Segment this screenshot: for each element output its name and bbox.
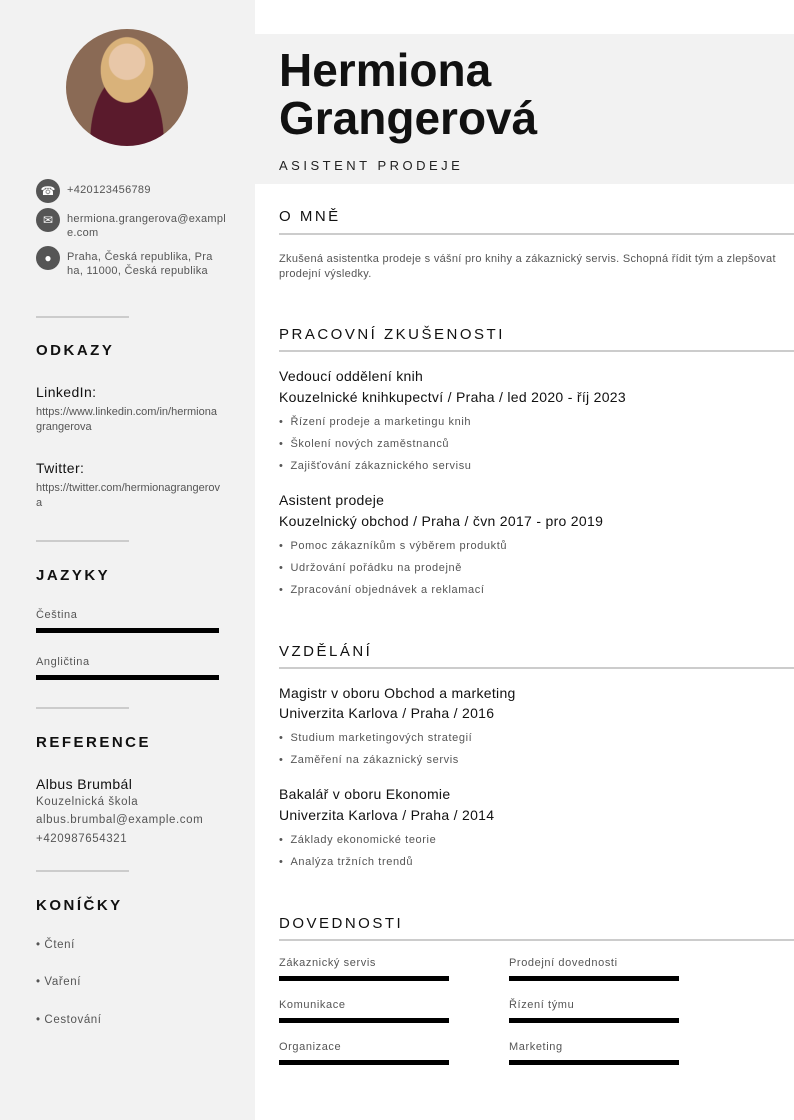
contact-address bbox=[36, 246, 226, 278]
divider bbox=[36, 870, 129, 872]
skill-level-bar bbox=[509, 1060, 679, 1065]
language-name: Čeština bbox=[36, 609, 78, 621]
contact-phone bbox=[36, 179, 226, 203]
skills-heading: DOVEDNOSTI bbox=[279, 915, 404, 932]
job-bullet: • Školení nových zaměstnanců bbox=[279, 438, 449, 450]
avatar bbox=[66, 29, 188, 146]
link-linkedin[interactable]: https://www.linkedin.com/in/hermionagrangerova bbox=[36, 406, 217, 433]
hobby-item: • Cestování bbox=[36, 1014, 102, 1026]
skill-level-bar bbox=[279, 1060, 449, 1065]
link-label-twitter: Twitter: bbox=[36, 460, 85, 476]
phone-icon: ☎ bbox=[36, 179, 60, 203]
reference-heading: REFERENCE bbox=[36, 734, 152, 751]
link-label-linkedin: LinkedIn: bbox=[36, 384, 97, 400]
skill-level-bar bbox=[279, 976, 449, 981]
divider bbox=[36, 316, 129, 318]
job-meta: Kouzelnické knihkupectví / Praha / led 2020 - říj 2023 bbox=[279, 389, 626, 405]
job-bullet: • Zajišťování zákaznického servisu bbox=[279, 460, 472, 472]
email-text[interactable]: hermiona.grangerova@example.com bbox=[67, 213, 226, 239]
section-divider bbox=[279, 233, 794, 235]
section-divider bbox=[279, 667, 794, 669]
job-meta: Kouzelnický obchod / Praha / čvn 2017 - pro 2019 bbox=[279, 513, 604, 529]
education-bullet: • Zaměření na zákaznický servis bbox=[279, 754, 459, 766]
job-title: ASISTENT PRODEJE bbox=[279, 158, 464, 173]
contact-email bbox=[36, 208, 226, 240]
education-heading: VZDĚLÁNÍ bbox=[279, 643, 373, 660]
skill-level-bar bbox=[509, 976, 679, 981]
job-bullet: • Pomoc zákazníkům s výběrem produktů bbox=[279, 540, 507, 552]
skill-level-bar bbox=[279, 1018, 449, 1023]
link-twitter[interactable]: https://twitter.com/hermionagrangerova bbox=[36, 482, 221, 509]
language-name: Angličtina bbox=[36, 656, 90, 668]
job-role: Asistent prodeje bbox=[279, 492, 385, 508]
languages-heading: JAZYKY bbox=[36, 567, 111, 584]
mail-icon: ✉ bbox=[36, 208, 60, 232]
reference-email[interactable]: albus.brumbal@example.com bbox=[36, 814, 204, 826]
name-header bbox=[255, 34, 794, 184]
experience-heading: PRACOVNÍ ZKUŠENOSTI bbox=[279, 326, 505, 343]
reference-name: Albus Brumbál bbox=[36, 776, 133, 792]
education-meta: Univerzita Karlova / Praha / 2016 bbox=[279, 705, 495, 721]
address-text: Praha, Česká republika, Praha, 11000, Česká republika bbox=[67, 251, 213, 277]
education-degree: Bakalář v oboru Ekonomie bbox=[279, 786, 451, 802]
education-degree: Magistr v oboru Obchod a marketing bbox=[279, 685, 516, 701]
about-text: Zkušená asistentka prodeje s vášní pro knihy a zákaznický servis. Schopná řídit tým a zlepšovat prodejní výsledky. bbox=[279, 253, 776, 280]
education-bullet: • Základy ekonomické teorie bbox=[279, 834, 436, 846]
language-level-bar bbox=[36, 675, 219, 680]
hobbies-heading: KONÍČKY bbox=[36, 897, 123, 914]
section-divider bbox=[279, 939, 794, 941]
hobby-item: • Čtení bbox=[36, 939, 75, 951]
section-divider bbox=[279, 350, 794, 352]
education-meta: Univerzita Karlova / Praha / 2014 bbox=[279, 807, 495, 823]
skill-name: Prodejní dovednosti bbox=[509, 957, 618, 969]
about-heading: O MNĚ bbox=[279, 208, 341, 225]
divider bbox=[36, 540, 129, 542]
links-heading: ODKAZY bbox=[36, 342, 115, 359]
language-level-bar bbox=[36, 628, 219, 633]
job-bullet: • Řízení prodeje a marketingu knih bbox=[279, 416, 471, 428]
job-bullet: • Zpracování objednávek a reklamací bbox=[279, 584, 485, 596]
skill-name: Komunikace bbox=[279, 999, 346, 1011]
education-bullet: • Studium marketingových strategií bbox=[279, 732, 472, 744]
main-content bbox=[255, 0, 794, 1120]
skill-level-bar bbox=[509, 1018, 679, 1023]
skill-name: Zákaznický servis bbox=[279, 957, 376, 969]
education-bullet: • Analýza tržních trendů bbox=[279, 856, 413, 868]
skill-name: Organizace bbox=[279, 1041, 342, 1053]
reference-phone: +420987654321 bbox=[36, 833, 128, 845]
location-pin-icon: ● bbox=[36, 246, 60, 270]
phone-text: +420123456789 bbox=[67, 184, 151, 196]
divider bbox=[36, 707, 129, 709]
skill-name: Marketing bbox=[509, 1041, 563, 1053]
person-name: Hermiona Grangerová bbox=[279, 44, 538, 144]
sidebar bbox=[0, 0, 255, 1120]
job-bullet: • Udržování pořádku na prodejně bbox=[279, 562, 462, 574]
job-role: Vedoucí oddělení knih bbox=[279, 368, 424, 384]
reference-org: Kouzelnická škola bbox=[36, 796, 139, 808]
hobby-item: • Vaření bbox=[36, 976, 82, 988]
skill-name: Řízení týmu bbox=[509, 999, 575, 1011]
